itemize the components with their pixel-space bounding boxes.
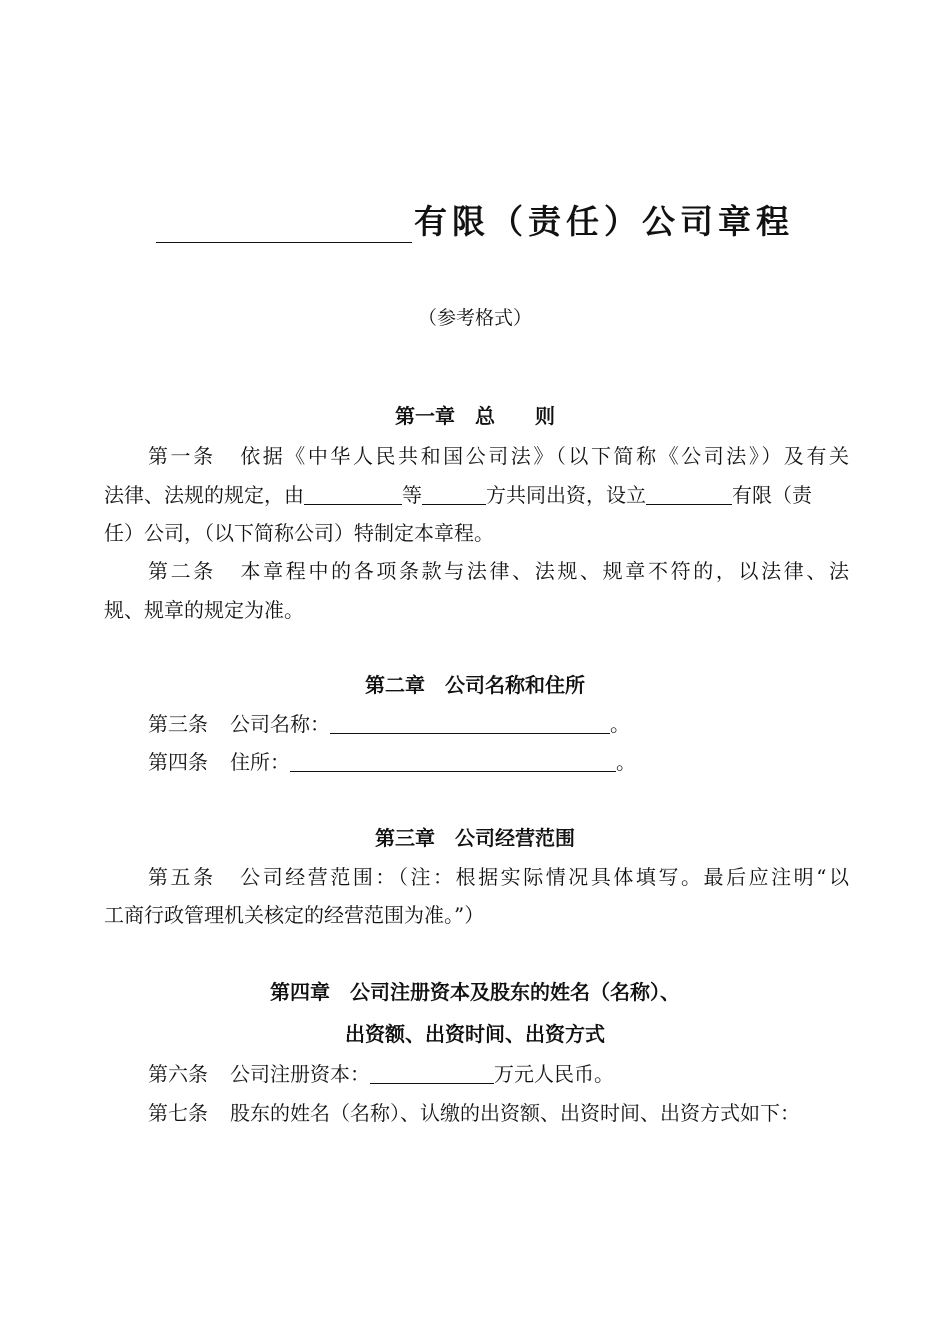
article-7-label: 第七条 [148, 1101, 208, 1125]
article-2-label: 第二条 [148, 559, 216, 583]
article-6-label: 第六条 [148, 1062, 208, 1086]
article-4-end: 。 [616, 750, 636, 774]
chapter-3-heading: 第三章 公司经营范围 [375, 826, 575, 850]
article-2-line-1 [148, 555, 849, 584]
article-1-text-2b: 等 [402, 483, 422, 507]
chapter-4-heading-line-2: 出资额、出资时间、出资方式 [345, 1022, 605, 1046]
article-1-line-2 [104, 479, 849, 508]
article-2-line-2: 规、规章的规定为准。 [104, 598, 304, 622]
article-1-text-2a: 法律、法规的规定，由 [104, 483, 304, 507]
title-text: 有限（责任）公司章程 [414, 202, 794, 241]
article-6-end: 万元人民币。 [494, 1062, 614, 1086]
article-6-text: 公司注册资本： [230, 1062, 370, 1086]
article-2-text-1: 本章程中的各项条款与法律、法规、规章不符的，以法律、法 [237, 559, 850, 583]
chapter-2-heading: 第二章 公司名称和住所 [365, 673, 585, 697]
article-1-text-1: 依据《中华人民共和国公司法》（以下简称《公司法》）及有关 [237, 444, 850, 468]
article-3-line [148, 708, 849, 737]
article-1-line-1 [148, 440, 849, 469]
article-7-text: 股东的姓名（名称）、认缴的出资额、出资时间、出资方式如下： [230, 1101, 800, 1125]
chapter-1-heading: 第一章 总 则 [395, 404, 555, 428]
article-5-label: 第五条 [148, 865, 216, 889]
party-count-blank[interactable] [422, 482, 486, 505]
article-7-line [148, 1097, 849, 1126]
article-5-line-1 [148, 861, 849, 890]
article-1-text-2d: 有限（责 [732, 483, 812, 507]
article-1-text-2c: 方共同出资，设立 [486, 483, 646, 507]
article-6-line [148, 1058, 849, 1087]
company-name-field[interactable] [330, 711, 610, 734]
article-1-line-3: 任）公司，（以下简称公司）特制定本章程。 [104, 521, 494, 545]
address-field[interactable] [290, 749, 616, 772]
article-4-text: 住所： [230, 750, 290, 774]
registered-capital-field[interactable] [370, 1061, 494, 1084]
document-subtitle: （参考格式） [417, 307, 532, 329]
article-1-label: 第一条 [148, 444, 216, 468]
chapter-4-heading-line-1: 第四章 公司注册资本及股东的姓名（名称）、 [270, 980, 680, 1004]
investor-blank[interactable] [304, 482, 402, 505]
document-title [0, 196, 950, 243]
article-4-line [148, 746, 849, 775]
article-3-end: 。 [610, 712, 630, 736]
article-3-label: 第三条 [148, 712, 208, 736]
article-3-text: 公司名称： [230, 712, 330, 736]
article-5-text-1: 公司经营范围：（注：根据实际情况具体填写。最后应注明“以 [237, 865, 849, 889]
company-name-blank[interactable] [156, 204, 412, 243]
article-4-label: 第四条 [148, 750, 208, 774]
company-blank[interactable] [646, 482, 732, 505]
article-5-line-2: 工商行政管理机关核定的经营范围为准。”） [104, 903, 485, 927]
